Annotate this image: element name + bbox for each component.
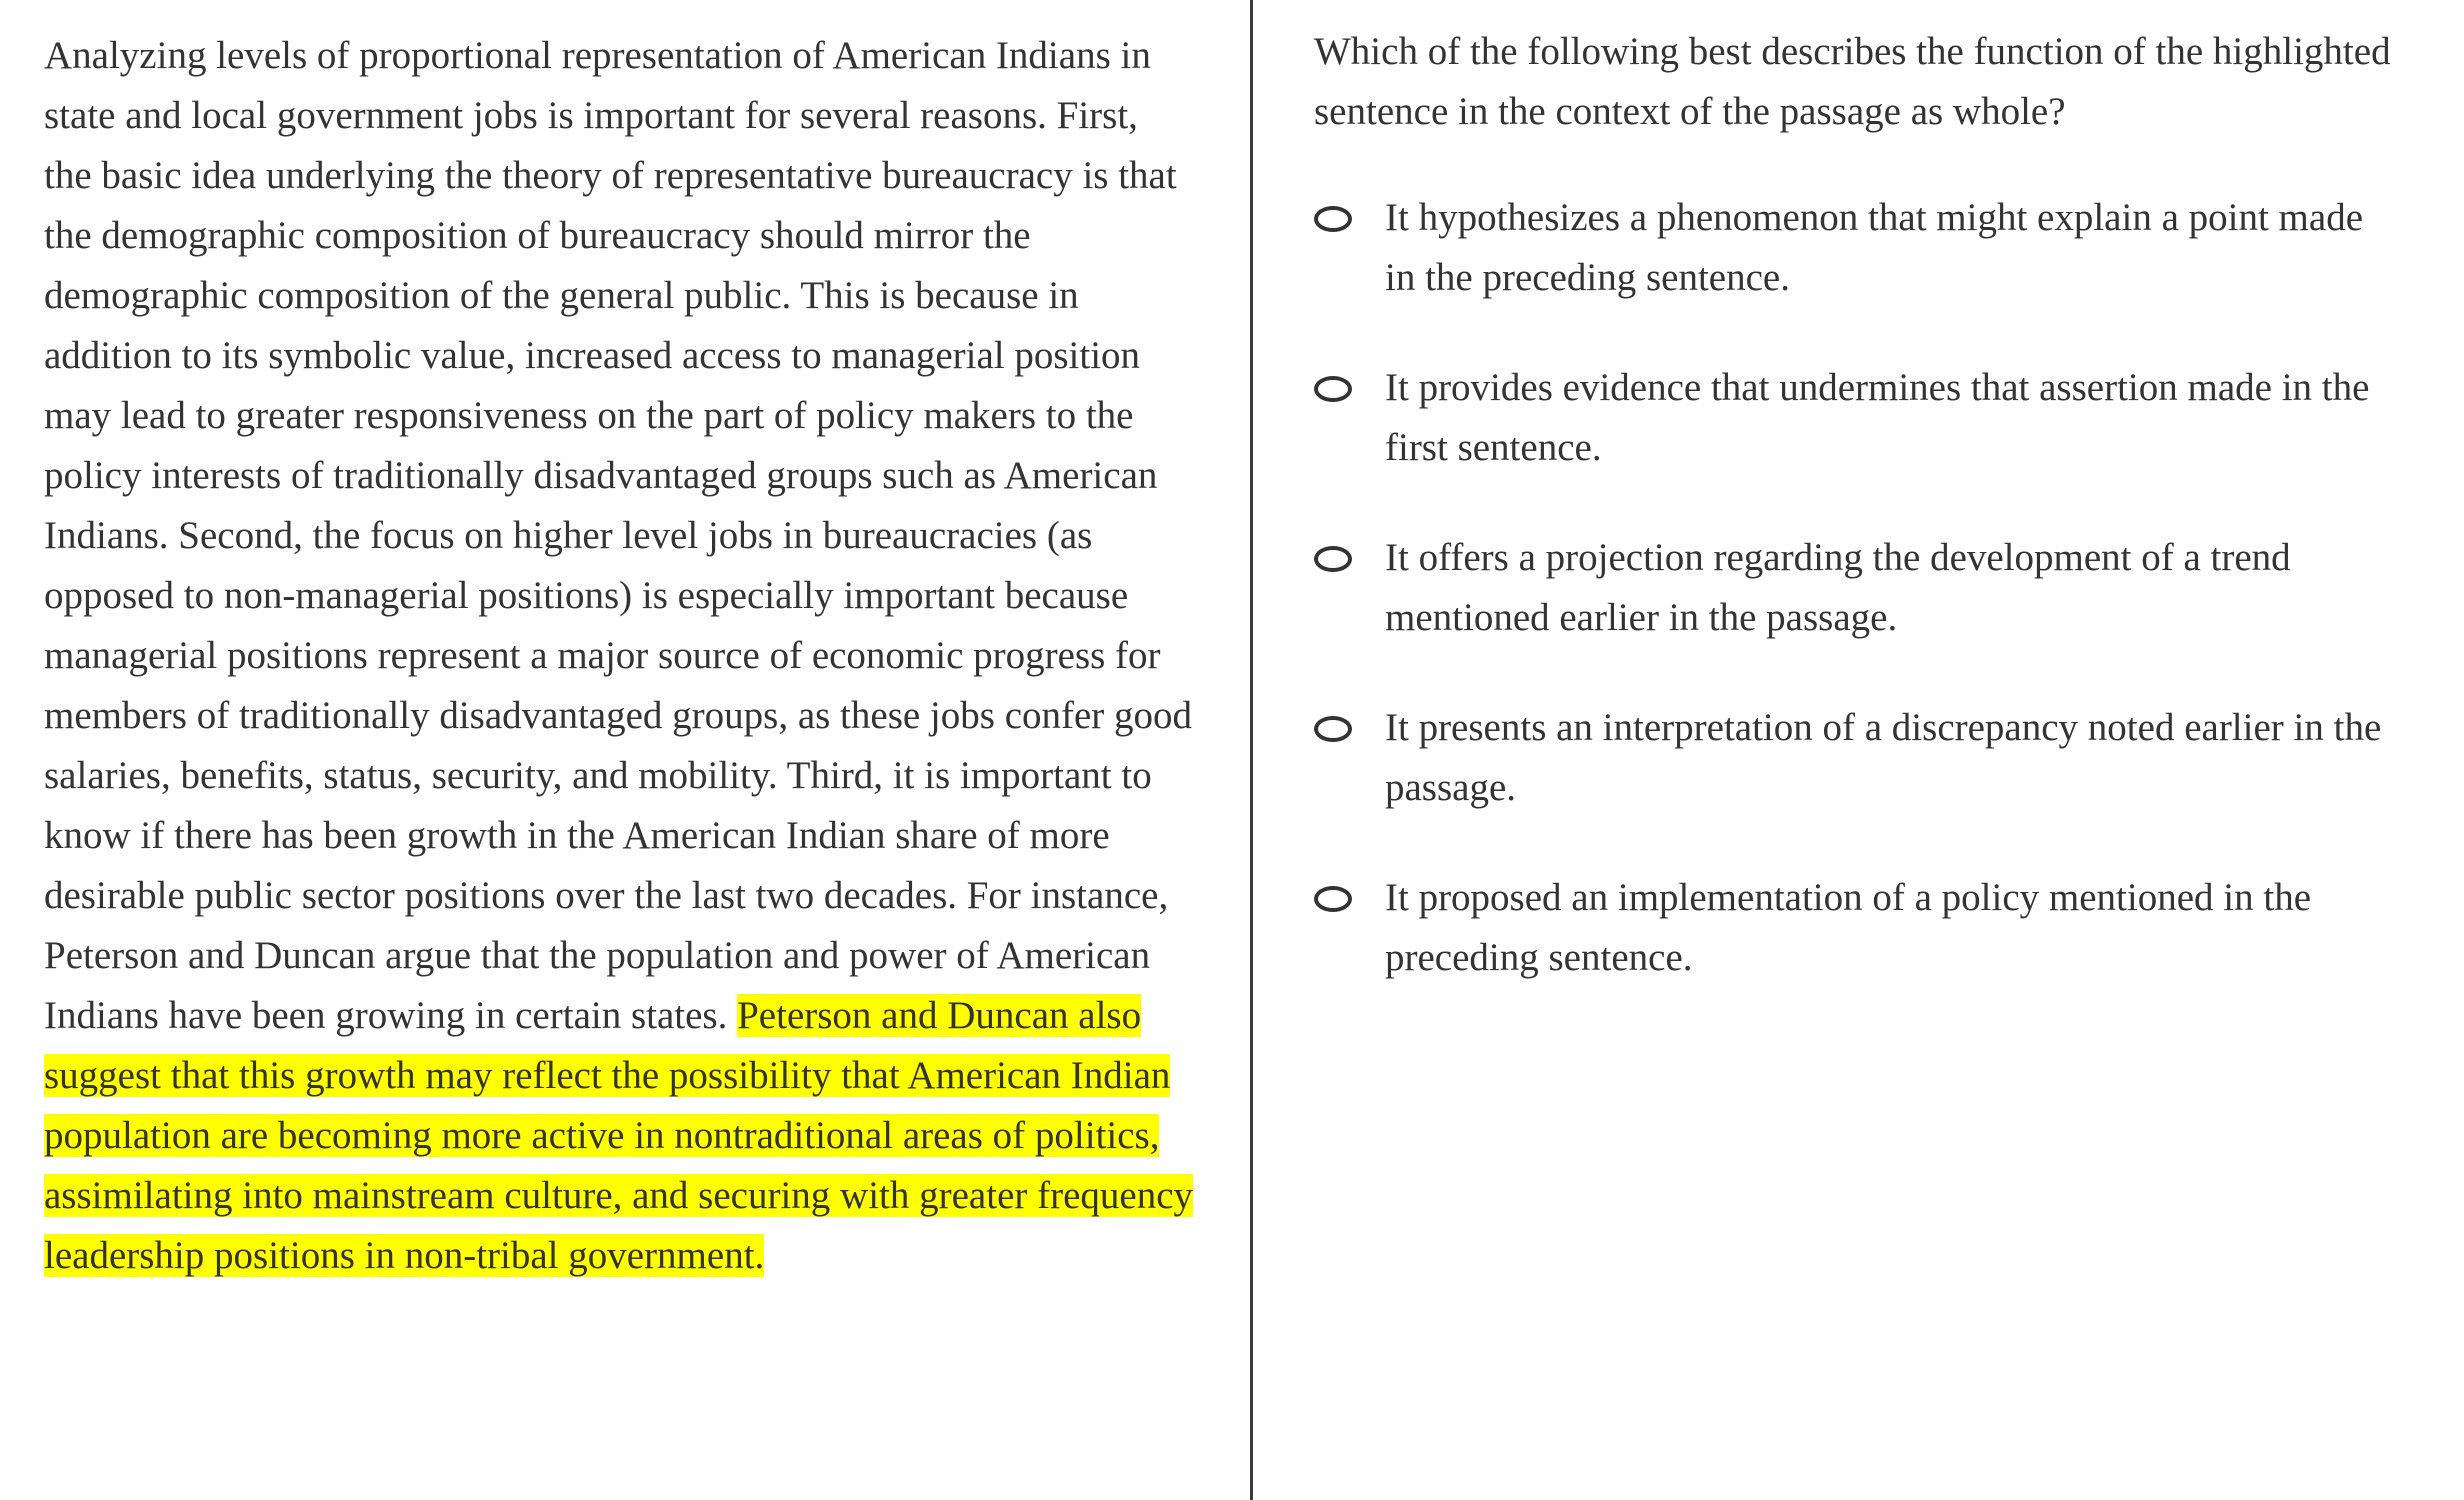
radio-button-icon[interactable]	[1314, 376, 1352, 402]
answer-choice-4[interactable]	[1314, 698, 2444, 818]
answer-choice-label: It offers a projection regarding the development of a trend mentioned earlier in the passage.	[1385, 536, 2291, 639]
radio-button-icon[interactable]	[1314, 546, 1352, 572]
question-stem: Which of the following best describes the function of the highlighted sentence in the context of the passage as whole?	[1314, 30, 2391, 133]
answer-choice-5[interactable]	[1314, 868, 2444, 988]
highlighted-sentence: Peterson and Duncan also suggest that this growth may reflect the possibility that American Indian population are becoming more active in nontraditional areas of politics, assimilating into mainstream culture, and securing with greater frequency leadership positions in non-tribal government.	[44, 994, 1194, 1277]
answer-choice-label: It presents an interpretation of a discrepancy noted earlier in the passage.	[1385, 706, 2382, 809]
answer-choice-label: It provides evidence that undermines that assertion made in the first sentence.	[1385, 366, 2370, 469]
passage-body: Analyzing levels of proportional representation of American Indians in state and local government jobs is important for several reasons. First, the basic idea underlying the theory of representative bureaucracy is that the demographic composition of bureaucracy should mirror the demographic composition of the general public. This is because in addition to its symbolic value, increased access to managerial position may lead to greater responsiveness on the part of policy makers to the policy interests of traditionally disadvantaged groups such as American Indians. Second, the focus on higher level jobs in bureaucracies (as opposed to non-managerial positions) is especially important because managerial positions represent a major source of economic progress for members of traditionally disadvantaged groups, as these jobs confer good salaries, benefits, status, security, and mobility. Third, it is important to know if there has been growth in the American Indian share of more desirable public sector positions over the last two decades. For instance, Peterson and Duncan argue that the population and power of American Indians have been growing in certain states.	[44, 34, 1193, 1037]
answer-choice-3[interactable]	[1314, 528, 2444, 648]
answer-choice-2[interactable]	[1314, 358, 2444, 478]
answer-choice-label: It hypothesizes a phenomenon that might explain a point made in the preceding sentence.	[1385, 196, 2364, 299]
question-pane	[1253, 0, 2464, 1500]
radio-button-icon[interactable]	[1314, 206, 1352, 232]
radio-button-icon[interactable]	[1314, 886, 1352, 912]
radio-button-icon[interactable]	[1314, 716, 1352, 742]
passage-text	[44, 26, 1194, 1286]
answer-choice-1[interactable]	[1314, 188, 2444, 308]
answer-choice-label: It proposed an implementation of a policy mentioned in the preceding sentence.	[1385, 876, 2312, 979]
